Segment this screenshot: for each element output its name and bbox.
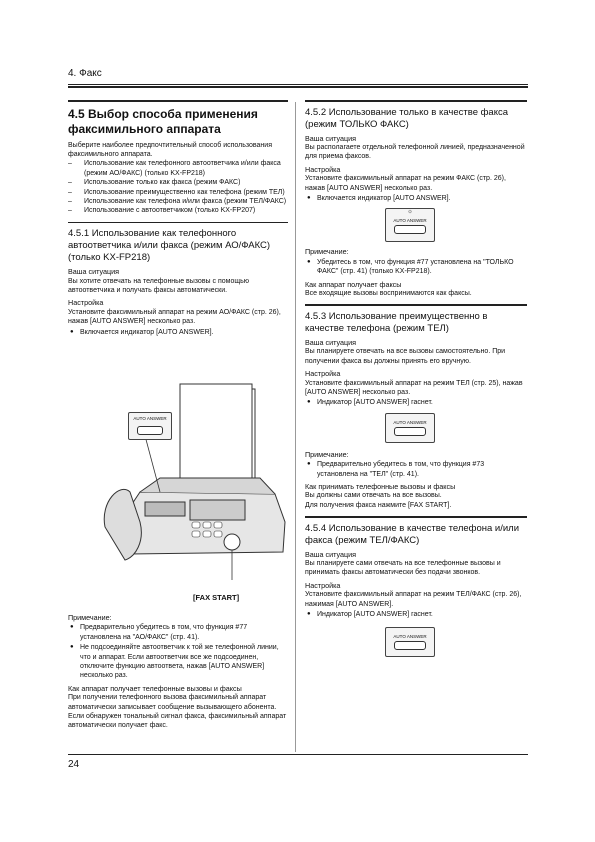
setup-text: Установите факсимильный аппарат на режим ТЕЛ/ФАКС (стр. 26), нажимая [AUTO ANSWER].: [305, 591, 522, 608]
list-item: – Использование только как факса (режим ФАКС): [68, 178, 288, 187]
receive-title: Как аппарат получает факсы: [305, 279, 402, 289]
list-item: ● Предварительно убедитесь в том, что функция #77 установлена на "АО/ФАКС" (стр. 41).: [68, 623, 288, 642]
section-rule: [68, 100, 288, 102]
light-on-icon: ☼: [407, 209, 413, 216]
receive-title: Как принимать телефонные вызовы и факсы: [305, 481, 456, 491]
auto-answer-key-label: AUTO ANSWER: [133, 416, 167, 421]
auto-answer-key[interactable]: [385, 413, 435, 443]
section-rule: [305, 516, 527, 518]
setup-label: Настройка: [68, 298, 104, 308]
situation-text: Вы планируете отвечать на все вызовы самостоятельно. При получении факса вы должны принять его вручную.: [305, 348, 506, 365]
page-number: 24: [68, 759, 80, 770]
header-rule-thick: [68, 86, 528, 88]
list-item: – Использование преимущественно как телефона (режим ТЕЛ): [68, 188, 288, 197]
receive-title: Как аппарат получает телефонные вызовы и факсы: [68, 683, 242, 693]
setup-label: Настройка: [305, 369, 341, 379]
right-column: [305, 100, 527, 661]
fax-machine-illustration: [100, 382, 290, 592]
list-item: ● Предварительно убедитесь в том, что функция #73 установлена на "ТЕЛ" (стр. 41).: [305, 460, 527, 479]
auto-answer-key[interactable]: [385, 208, 435, 242]
note-label: Примечание:: [305, 449, 349, 459]
situation-text: Вы планируете сами отвечать на все телефонные вызовы и принимать факсы автоматически без подачи звонков.: [305, 560, 501, 577]
note-label: Примечание:: [305, 247, 349, 257]
receive-text: Вы должны сами отвечать на все вызовы.: [305, 492, 442, 500]
setup-label: Настройка: [305, 580, 341, 590]
section-rule: [305, 304, 527, 306]
list-item: – Использование как телефона и/или факса (режим ТЕЛ/ФАКС): [68, 197, 288, 206]
fax-start-label: [FAX START]: [193, 593, 240, 602]
note-label: Примечание:: [68, 613, 112, 622]
situation-label: Ваша ситуация: [68, 267, 120, 277]
setup-label: Настройка: [305, 164, 341, 174]
subsection-title: 4.5.4 Использование в качестве телефона и/или факса (режим ТЕЛ/ФАКС): [305, 522, 520, 546]
situation-label: Ваша ситуация: [305, 337, 357, 347]
footer-rule: [68, 754, 528, 755]
header-rule: [68, 84, 528, 85]
setup-text: Установите факсимильный аппарат на режим ТЕЛ (стр. 25), нажав [AUTO ANSWER] несколько раз.: [305, 379, 523, 396]
auto-answer-key-label: AUTO ANSWER: [393, 218, 427, 224]
setup-text: Установите факсимильный аппарат на режим АО/ФАКС (стр. 26), нажав [AUTO ANSWER] несколько раз.: [68, 308, 281, 326]
list-item: ● Убедитесь в том, что функция #77 установлена на "ТОЛЬКО ФАКС" (стр. 41) (только KX-FP218).: [305, 258, 527, 277]
list-item: ● Индикатор [AUTO ANSWER] гаснет.: [305, 610, 527, 619]
situation-label: Ваша ситуация: [305, 549, 357, 559]
receive-text: Все входящие вызовы воспринимаются как факсы.: [305, 289, 472, 297]
list-item: ● Не подсоединяйте автоответчик к той же телефонной линии, что и аппарат. Если автоответчик все же подсоединен, отключите функцию автоответа, нажав [AUTO ANSWER] несколько раз.: [68, 643, 288, 681]
left-column-lower: [68, 610, 288, 731]
subsection-title: 4.5.2 Использование только в качестве факса (режим ТОЛЬКО ФАКС): [305, 106, 509, 130]
subsection-title: 4.5.1 Использование как телефонного автоответчика и/или факса (режим АО/ФАКС) (только KX-FP218): [68, 228, 271, 264]
receive-text: Если обнаружен тональный сигнал факса, факсимильный аппарат автоматически получает факс.: [68, 713, 287, 730]
auto-answer-button[interactable]: [394, 641, 426, 650]
auto-answer-key-label: AUTO ANSWER: [393, 633, 427, 639]
auto-answer-key-label: AUTO ANSWER: [393, 419, 427, 425]
subsection-title: 4.5.3 Использование преимущественно в качестве телефона (режим ТЕЛ): [305, 310, 488, 334]
situation-label: Ваша ситуация: [305, 133, 357, 143]
receive-text: При получении телефонного вызова факсимильный аппарат автоматически записывает сообщение вызывающего абонента.: [68, 694, 277, 711]
list-item: – Использование с автоответчиком (только KX-FP207): [68, 206, 288, 215]
list-item: ● Включается индикатор [AUTO ANSWER].: [68, 328, 288, 337]
column-divider: [295, 102, 296, 752]
section-title: 4.5 Выбор способа применения факсимильного аппарата: [68, 106, 258, 136]
auto-answer-key[interactable]: [128, 412, 172, 440]
setup-text: Установите факсимильный аппарат на режим ФАКС (стр. 26), нажав [AUTO ANSWER] несколько раз.: [305, 175, 506, 192]
section-rule: [68, 222, 288, 224]
auto-answer-button[interactable]: [394, 427, 426, 436]
receive-text: Для получения факса нажмите [FAX START].: [305, 501, 452, 509]
options-list: [68, 159, 288, 215]
list-item: – Использование как телефонного автоответчика и/или факса (режим АО/ФАКС) (только KX-FP218): [68, 159, 288, 178]
chapter-header: 4. Факс: [68, 68, 102, 79]
auto-answer-key[interactable]: [385, 627, 435, 657]
list-item: ● Индикатор [AUTO ANSWER] гаснет.: [305, 398, 527, 407]
left-column: [68, 100, 288, 338]
situation-text: Вы хотите отвечать на телефонные вызовы с помощью автоответчика и получать факсы автоматически.: [68, 277, 249, 295]
auto-answer-button[interactable]: [137, 426, 163, 435]
intro-text: Выберите наиболее предпочтительный способ использования факсимильного аппарата.: [68, 141, 273, 158]
list-item: ● Включается индикатор [AUTO ANSWER].: [305, 194, 527, 203]
section-rule: [305, 100, 527, 102]
auto-answer-button[interactable]: [394, 225, 426, 234]
situation-text: Вы располагаете отдельной телефонной линией, предназначенной для приема факсов.: [305, 143, 525, 161]
